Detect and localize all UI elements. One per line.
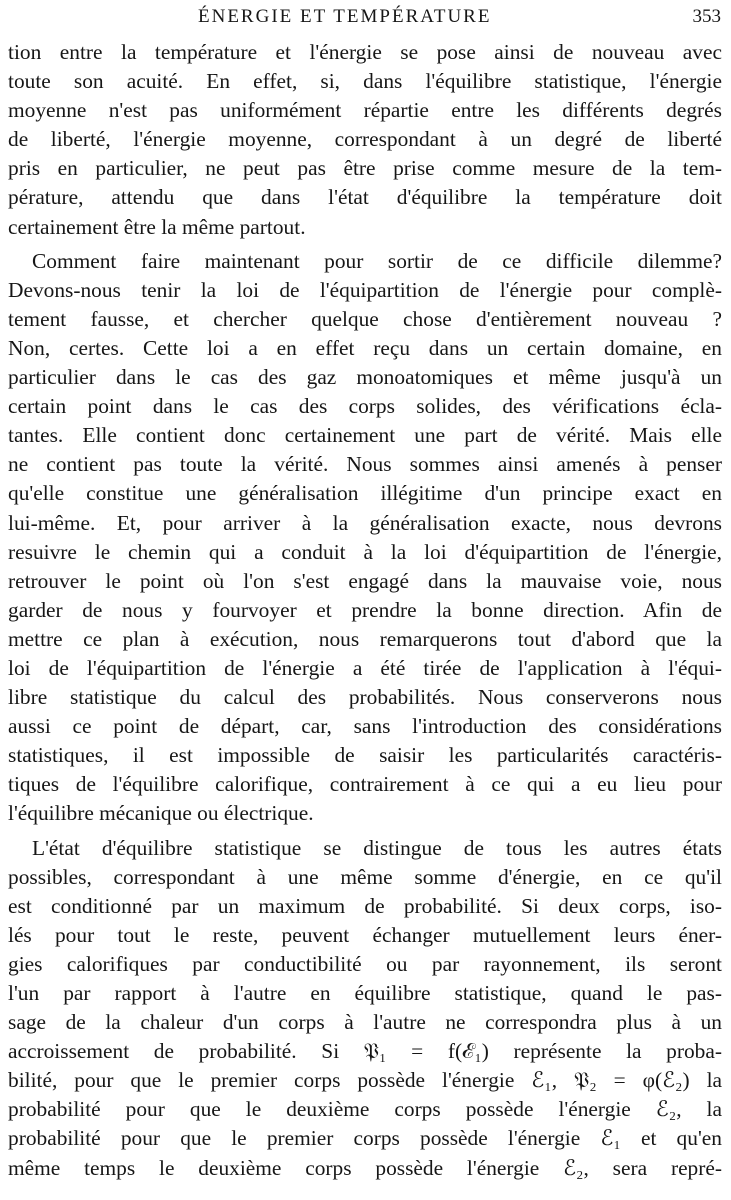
text-line: Non, certes. Cette loi a en effet reçu dans un certain domaine, en	[8, 335, 722, 360]
text-line: l'un par rapport à l'autre en équilibre statistique, quand le pas-	[8, 981, 722, 1005]
paragraph-1	[8, 38, 722, 242]
text-line: qu'elle constitue une généralisation illégitime d'un principe exact en	[8, 481, 722, 506]
text-line: gies calorifiques par conductibilité ou par rayonnement, ils seront	[8, 951, 722, 976]
text-line: toute son acuité. En effet, si, dans l'équilibre statistique, l'énergie	[8, 69, 722, 94]
text-line: pris en particulier, ne peut pas être prise comme mesure de la tem-	[8, 156, 722, 181]
text-line: ne contient pas toute la vérité. Nous sommes ainsi amenés à penser	[8, 452, 722, 477]
text-line: possibles, correspondant à une même somme d'énergie, en ce qu'il	[8, 864, 722, 889]
text-line: pérature, attendu que dans l'état d'équilibre la température doit	[8, 185, 722, 210]
text-line: certain point dans le cas des corps solides, des vérifications écla-	[8, 394, 722, 419]
running-title: ÉNERGIE ET TEMPÉRATURE	[198, 6, 492, 27]
text-line: L'état d'équilibre statistique se distingue de tous les autres états	[32, 835, 722, 860]
text-line: de liberté, l'énergie moyenne, correspondant à un degré de liberté	[8, 127, 722, 152]
text-line: statistiques, il est impossible de saisir les particularités caractéris-	[8, 743, 722, 768]
text-line: l'équilibre mécanique ou électrique.	[8, 801, 314, 826]
page-number: 353	[692, 6, 721, 27]
paragraph-3	[8, 834, 722, 1183]
text-line: tiques de l'équilibre calorifique, contrairement à ce qui a eu lieu pour	[8, 772, 722, 797]
text-line: mettre ce plan à exécution, nous remarquerons tout d'abord que la	[8, 626, 722, 651]
text-line: particulier dans le cas des gaz monoatomiques et même jusqu'à un	[8, 365, 722, 390]
text-line: probabilité pour que le premier corps possède l'énergie ℰ₁ et qu'en	[8, 1126, 722, 1151]
text-line: accroissement de probabilité. Si 𝔓₁ = f(ℰ₁) représente la proba-	[8, 1039, 722, 1064]
body-text	[8, 38, 722, 1183]
text-line: lui-même. Et, pour arriver à la généralisation exacte, nous devrons	[8, 510, 722, 535]
text-line: tement fausse, et chercher quelque chose d'entièrement nouveau ?	[8, 306, 722, 331]
text-line: tantes. Elle contient donc certainement une part de vérité. Mais elle	[8, 423, 722, 448]
text-line: retrouver le point où l'on s'est engagé dans la mauvaise voie, nous	[8, 568, 722, 593]
text-line: est conditionné par un maximum de probabilité. Si deux corps, iso-	[8, 893, 722, 918]
text-line: garder de nous y fourvoyer et prendre la bonne direction. Afin de	[8, 597, 722, 622]
text-line: lés pour tout le reste, peuvent échanger mutuellement leurs éner-	[8, 922, 722, 947]
text-line: aussi ce point de départ, car, sans l'introduction des considérations	[8, 714, 722, 739]
text-line: Devons-nous tenir la loi de l'équipartition de l'énergie pour complè-	[8, 277, 722, 302]
text-line: loi de l'équipartition de l'énergie a été tirée de l'application à l'équi-	[8, 655, 722, 680]
paragraph-2	[8, 247, 722, 829]
text-line: moyenne n'est pas uniformément répartie entre les différents degrés	[8, 98, 722, 123]
text-line: certainement être la même partout.	[8, 214, 306, 239]
text-line: tion entre la température et l'énergie se pose ainsi de nouveau avec	[8, 40, 722, 64]
text-line: resuivre le chemin qui a conduit à la loi d'équipartition de l'énergie,	[8, 539, 722, 564]
text-line: bilité, pour que le premier corps possède l'énergie ℰ₁, 𝔓₂ = φ(ℰ₂) la	[8, 1068, 722, 1093]
text-line: même temps le deuxième corps possède l'énergie ℰ₂, sera repré-	[8, 1155, 722, 1180]
text-line: Comment faire maintenant pour sortir de ce difficile dilemme?	[32, 248, 722, 273]
text-line: probabilité pour que le deuxième corps possède l'énergie ℰ₂, la	[8, 1097, 722, 1122]
page-header	[0, 6, 731, 32]
text-line: libre statistique du calcul des probabilités. Nous conserverons nous	[8, 685, 722, 710]
text-line: sage de la chaleur d'un corps à l'autre ne correspondra plus à un	[8, 1010, 722, 1035]
